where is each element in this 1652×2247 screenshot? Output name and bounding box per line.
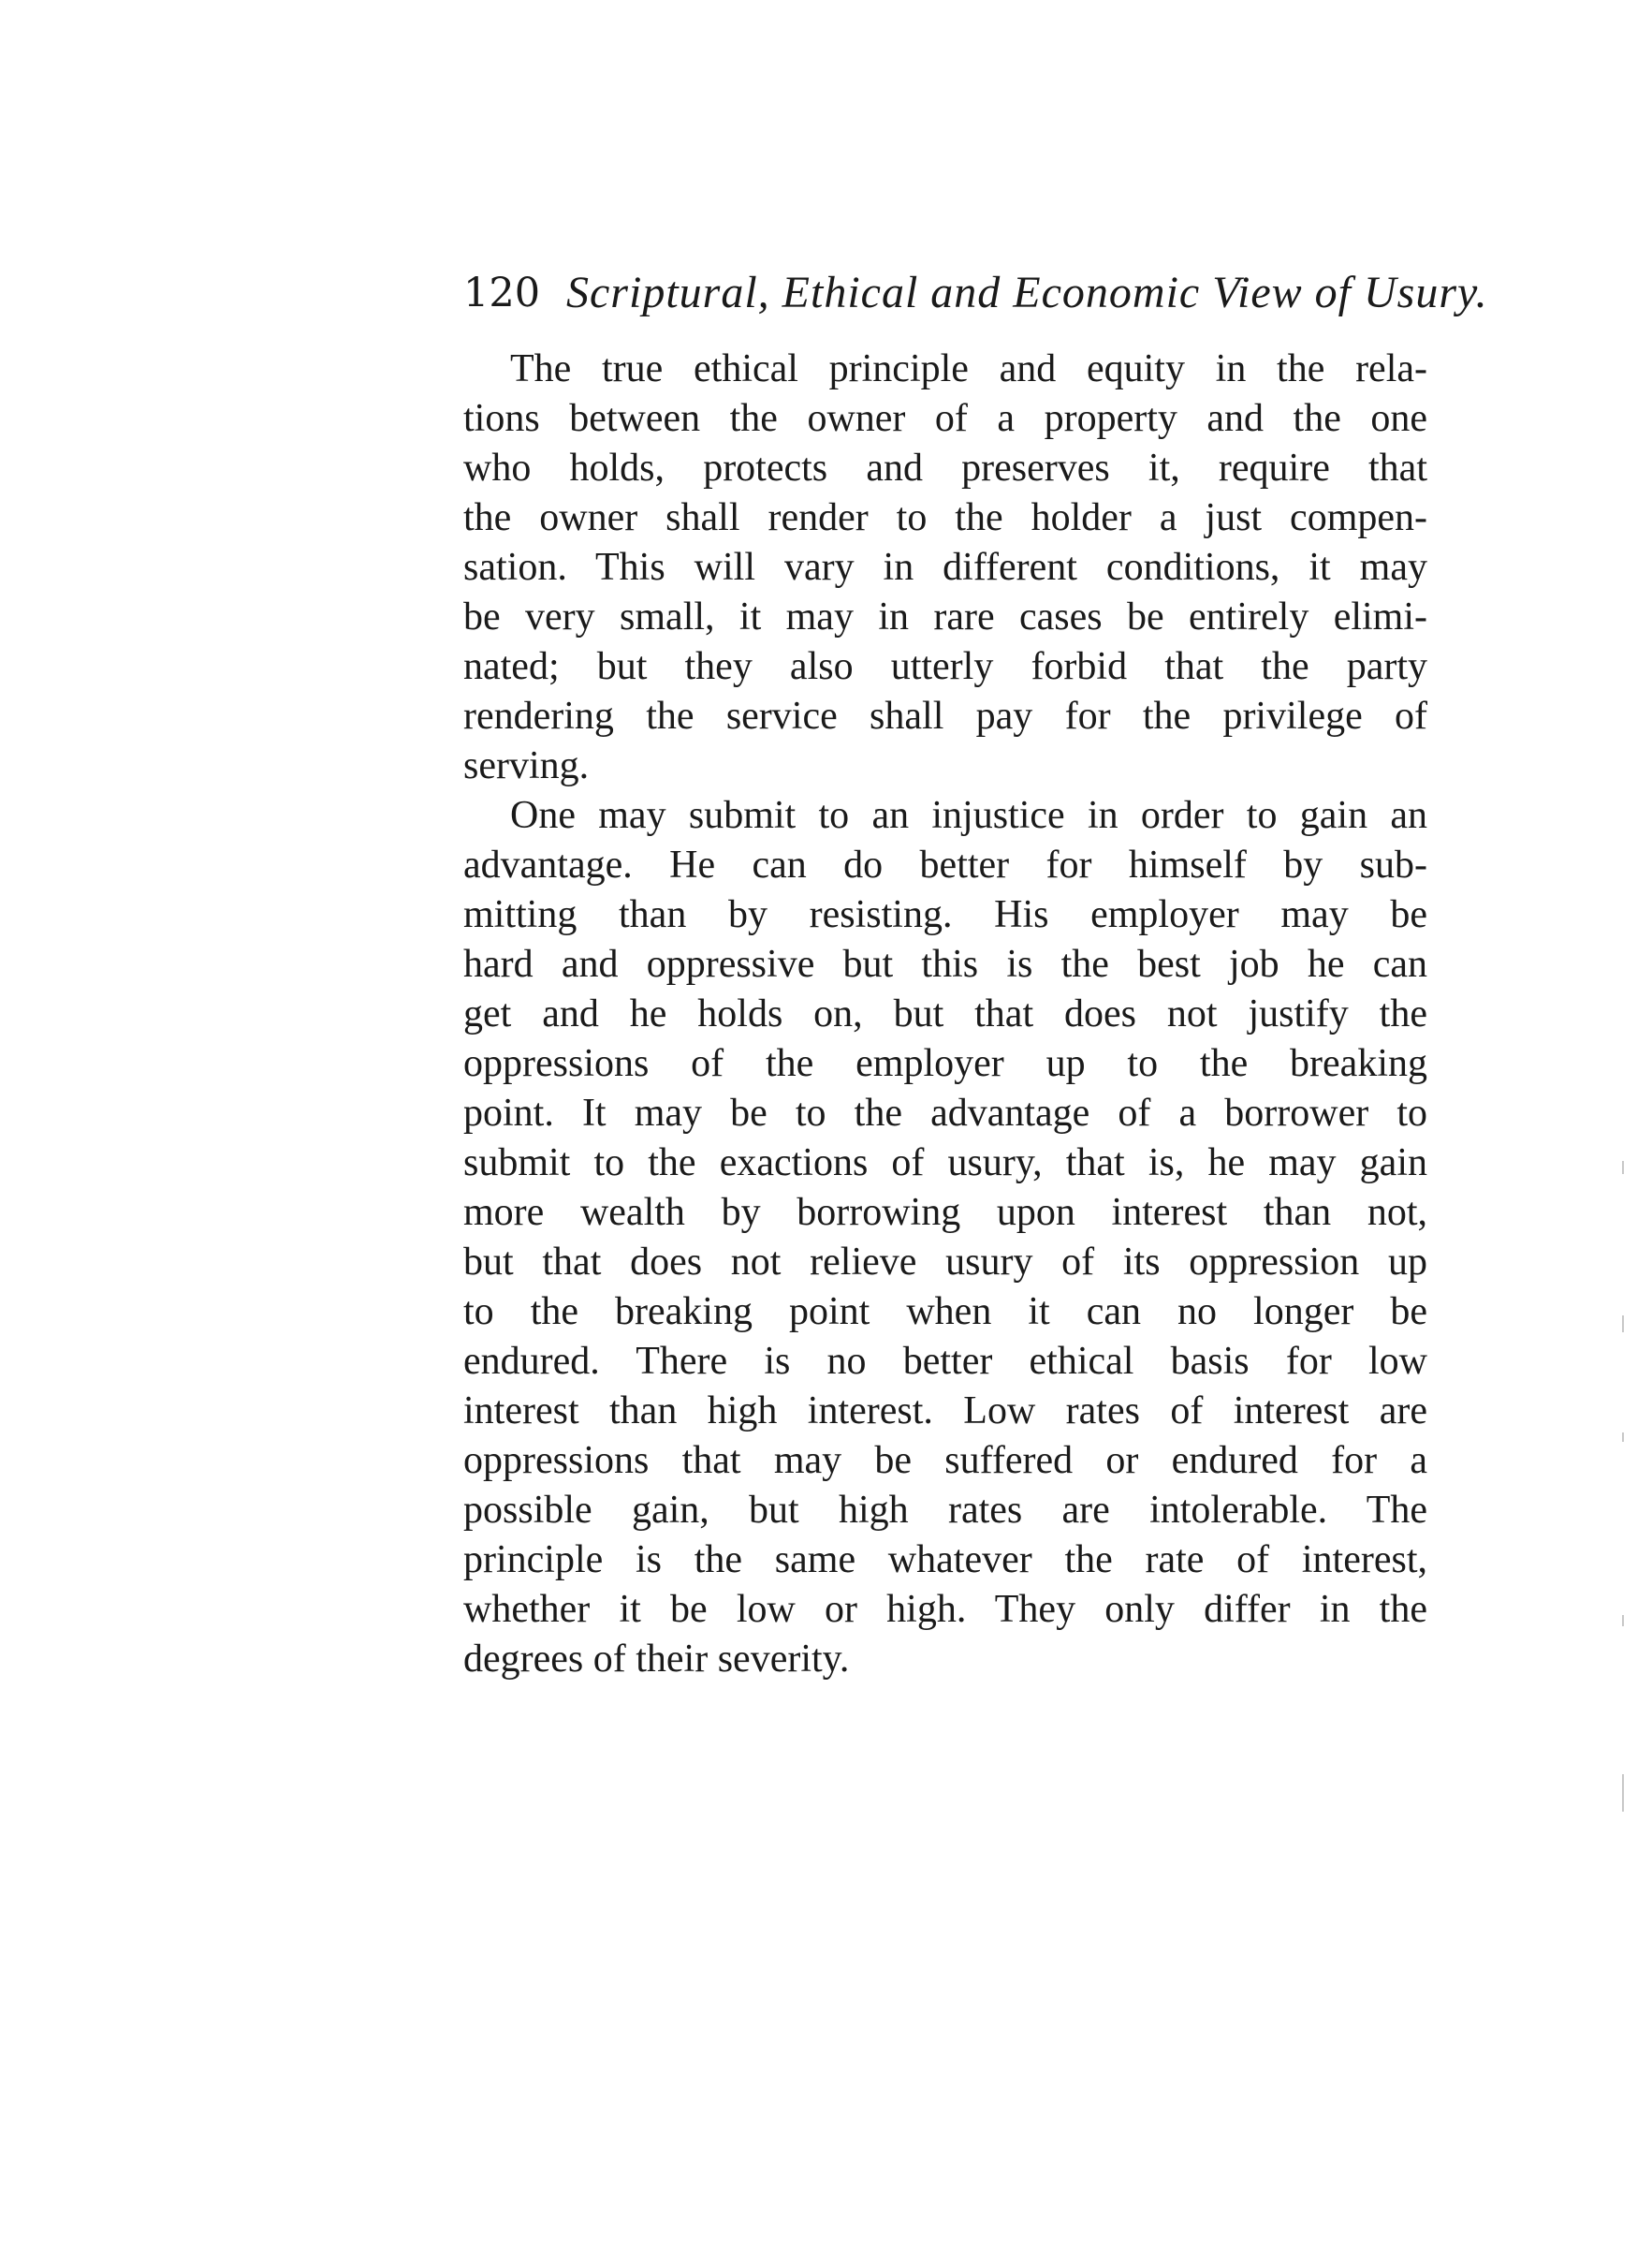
text-line: degrees of their severity. [463, 1638, 850, 1681]
scan-margin-mark [1622, 1161, 1624, 1174]
text-line: principle is the same whatever the rate of interest, [463, 1538, 1427, 1581]
text-line: possible gain, but high rates are intolerable. The [463, 1489, 1427, 1532]
text-line: point. It may be to the advantage of a borrower to [463, 1092, 1427, 1135]
text-line: oppressions of the employer up to the breaking [463, 1042, 1427, 1085]
text-line: be very small, it may in rare cases be entirely elimi- [463, 595, 1427, 639]
paragraph-2 [463, 791, 1427, 1684]
text-line: more wealth by borrowing upon interest than not, [463, 1191, 1427, 1234]
text-line: mitting than by resisting. His employer may be [463, 893, 1427, 936]
text-line: tions between the owner of a property and the one [463, 397, 1427, 440]
text-line: the owner shall render to the holder a just compen- [463, 496, 1427, 539]
scan-margin-mark [1622, 1774, 1624, 1812]
text-line: whether it be low or high. They only differ in the [463, 1588, 1427, 1631]
scan-margin-mark [1622, 1615, 1624, 1626]
text-line: nated; but they also utterly forbid that the party [463, 645, 1427, 688]
text-line: serving. [463, 744, 590, 787]
text-line: submit to the exactions of usury, that is, he may gain [463, 1141, 1427, 1184]
text-line: The true ethical principle and equity in the rela- [510, 347, 1427, 390]
page-number: 120 [463, 270, 541, 316]
text-line: One may submit to an injustice in order to gain an [510, 794, 1427, 837]
text-line: but that does not relieve usury of its oppression up [463, 1241, 1427, 1284]
paragraph-1 [463, 345, 1427, 791]
running-head [463, 260, 1488, 326]
scan-margin-mark [1622, 1315, 1624, 1332]
text-line: interest than high interest. Low rates of interest are [463, 1389, 1427, 1432]
scan-margin-mark [1622, 1432, 1624, 1442]
text-line: oppressions that may be suffered or endured for a [463, 1439, 1427, 1482]
text-line: advantage. He can do better for himself by sub- [463, 844, 1427, 887]
book-title: Scriptural, Ethical and Economic View of Usury. [566, 268, 1488, 317]
text-line: sation. This will vary in different conditions, it may [463, 546, 1427, 589]
text-line: rendering the service shall pay for the privilege of [463, 695, 1427, 738]
text-line: hard and oppressive but this is the best job he can [463, 943, 1427, 986]
body-text [463, 345, 1427, 1684]
text-line: to the breaking point when it can no longer be [463, 1290, 1427, 1333]
text-line: endured. There is no better ethical basis for low [463, 1340, 1427, 1383]
text-line: who holds, protects and preserves it, require that [463, 447, 1427, 490]
text-line: get and he holds on, but that does not justify the [463, 992, 1427, 1035]
